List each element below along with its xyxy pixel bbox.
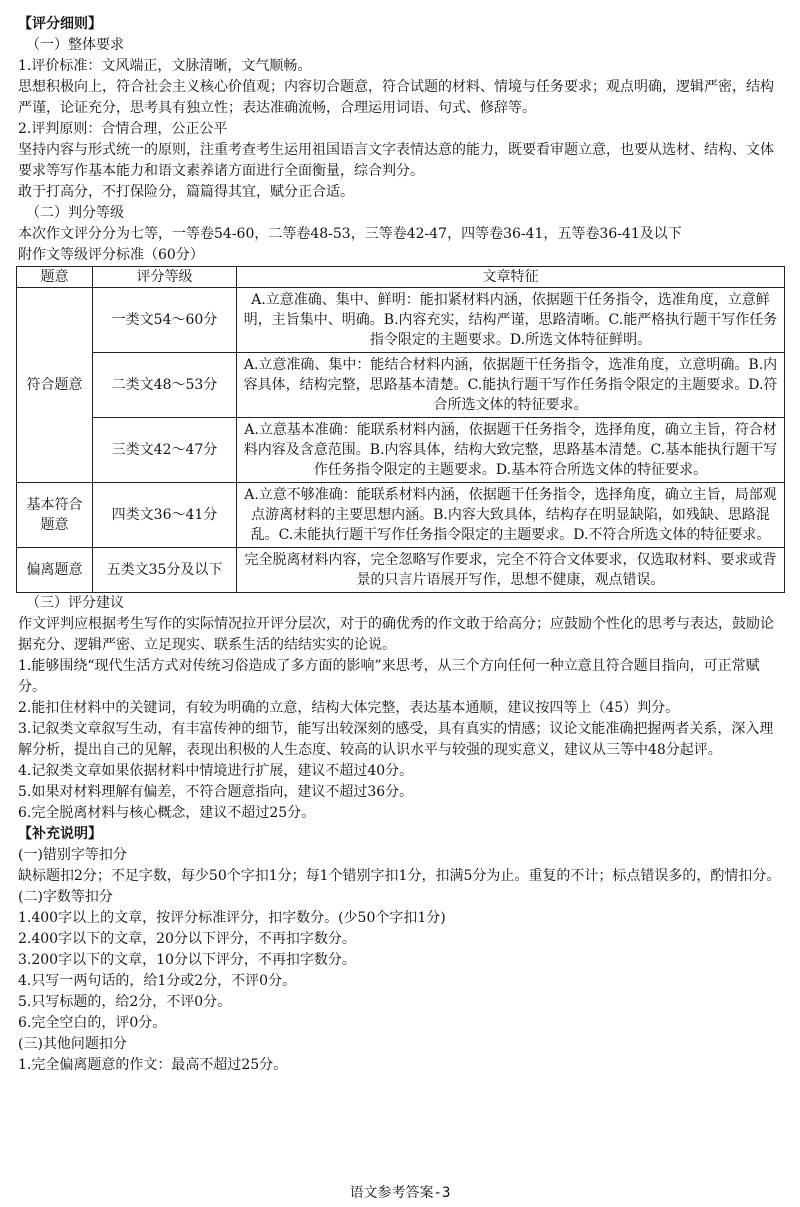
document-page xyxy=(18,14,784,1076)
features-cell: A.立意不够准确：能联系材料内涵，依据题干任务指令，选择角度，确立主旨，局部观点游离材料的主要思想内涵。B.内容大致具体，结构存在明显缺陷，如残缺、思路混乱。C.未能执行题干写作任务指令限定的主题要求。D.不符合所选文体的特征要求。 xyxy=(237,483,785,548)
suggestion-item: 4.记叙类文章如果依据材料中情境进行扩展，建议不超过40分。 xyxy=(18,763,414,779)
wordcount-item: 6.完全空白的，评0分。 xyxy=(18,1015,167,1031)
criteria-line: 1.评价标准：文风端正，文脉清晰，文气顺畅。 xyxy=(18,58,312,74)
level-cell: 二类文48～53分 xyxy=(93,353,237,418)
supplement-subtitle-wordcount: (二)字数等扣分 xyxy=(18,889,113,905)
criteria-paragraph: 思想积极向上，符合社会主义核心价值观；内容切合题意，符合试题的材料、情境与任务要求；观点明确，逻辑严密，结构严谨，论证充分，思考具有独立性；表达准确流畅，合理运用词语、句式、修辞等。 xyxy=(18,79,774,116)
table-row xyxy=(17,353,785,418)
suggestion-item: 3.记叙类文章叙写生动，有丰富传神的细节，能写出较深刻的感受，具有真实的情感；议论文能准确把握两者关系，深入理解分析，提出自己的见解，表现出积极的人生态度、较高的认识水平与较强的现实意义，建议从三等中48分起评。 xyxy=(18,721,774,758)
group-off-topic: 偏离题意 xyxy=(17,548,93,593)
principle-line: 2.评判原则：合情合理，公正公平 xyxy=(18,121,228,137)
supplement-subtitle-other: (三)其他问题扣分 xyxy=(18,1036,127,1052)
principle-motto: 敢于打高分，不打保险分，篇篇得其宜，赋分正合适。 xyxy=(18,184,354,200)
suggestion-item: 6.完全脱离材料与核心概念，建议不超过25分。 xyxy=(18,805,316,821)
features-cell: A.立意准确、集中：能结合材料内涵，依据题干任务指令，选准角度，立意明确。B.内容具体，结构完整，思路基本清楚。C.能执行题干写作任务指令限定的主题要求。D.符合所选文体的特征要求。 xyxy=(237,353,785,418)
section-header-scoring-rules: 【评分细则】 xyxy=(18,16,102,32)
subsection-title-grades: （二）判分等级 xyxy=(26,205,124,221)
wordcount-item: 4.只写一两句话的，给1分或2分，不评0分。 xyxy=(18,973,297,989)
header-topic: 题意 xyxy=(17,267,93,288)
table-caption: 附作文等级评分标准（60分） xyxy=(18,247,204,263)
table-row xyxy=(17,288,785,353)
level-cell: 四类文36～41分 xyxy=(93,483,237,548)
grading-table xyxy=(16,266,785,593)
table-row xyxy=(17,548,785,593)
subsection-title-overall: （一）整体要求 xyxy=(26,37,124,53)
features-cell: 完全脱离材料内容，完全忽略写作要求，完全不符合文体要求，仅选取材料、要求或背景的只言片语展开写作，思想不健康，观点错误。 xyxy=(237,548,785,593)
wordcount-item: 2.400字以下的文章，20分以下评分，不再扣字数分。 xyxy=(18,931,356,947)
suggestion-item: 5.如果对材料理解有偏差，不符合题意指向，建议不超过36分。 xyxy=(18,784,414,800)
wordcount-item: 1.400字以上的文章，按评分标准评分，扣字数分。(少50个字扣1分) xyxy=(18,910,446,926)
wordcount-item: 3.200字以下的文章，10分以下评分，不再扣字数分。 xyxy=(18,952,356,968)
section-header-supplement: 【补充说明】 xyxy=(18,826,102,842)
wordcount-item: 5.只写标题的，给2分，不评0分。 xyxy=(18,994,232,1010)
supplement-typos-text: 缺标题扣2分；不足字数，每少50个字扣1分；每1个错别字扣1分，扣满5分为止。重复的不计；标点错误多的，酌情扣分。 xyxy=(18,868,781,884)
other-item: 1.完全偏离题意的作文：最高不超过25分。 xyxy=(18,1057,288,1073)
supplement-subtitle-typos: (一)错别字等扣分 xyxy=(18,847,127,863)
level-cell: 三类文42～47分 xyxy=(93,418,237,483)
group-on-topic: 符合题意 xyxy=(17,288,93,483)
page-footer: 语文参考答案-3 xyxy=(349,1185,451,1201)
table-row xyxy=(17,418,785,483)
header-level: 评分等级 xyxy=(93,267,237,288)
grade-summary: 本次作文评分分为七等，一等卷54-60，二等卷48-53，三等卷42-47，四等卷36-41，五等卷36-41及以下 xyxy=(18,226,682,242)
suggestion-item: 2.能扣住材料中的关键词，有较为明确的立意，结构大体完整，表达基本通顺，建议按四等上（45）判分。 xyxy=(18,700,680,716)
table-row xyxy=(17,483,785,548)
table-header-row xyxy=(17,267,785,288)
principle-paragraph: 坚持内容与形式统一的原则，注重考查考生运用祖国语言文字表情达意的能力，既要看审题立意，也要从选材、结构、文体要求等写作基本能力和语文素养诸方面进行全面衡量，综合判分。 xyxy=(18,142,774,179)
suggestion-intro: 作文评判应根据考生写作的实际情况拉开评分层次，对于的确优秀的作文敢于给高分；应鼓励个性化的思考与表达，鼓励论据充分、逻辑严密、立足现实、联系生活的结结实实的论说。 xyxy=(18,616,774,653)
suggestion-item: 1.能够围绕“现代生活方式对传统习俗造成了多方面的影响”来思考，从三个方向任何一种立意且符合题目指向，可正常赋分。 xyxy=(18,658,760,695)
subsection-title-suggestions: （三）评分建议 xyxy=(26,595,124,611)
group-basically-on-topic: 基本符合题意 xyxy=(17,483,93,548)
level-cell: 一类文54～60分 xyxy=(93,288,237,353)
level-cell: 五类文35分及以下 xyxy=(93,548,237,593)
features-cell: A.立意基本准确：能联系材料内涵，依据题干任务指令，选择角度，确立主旨，符合材料内容及含意范围。B.内容具体，结构大致完整，思路基本清楚。C.基本能执行题干写作任务指令限定的主题要求。D.基本符合所选文体的特征要求。 xyxy=(237,418,785,483)
features-cell: A.立意准确、集中、鲜明：能扣紧材料内涵，依据题干任务指令，选准角度，立意鲜明，主旨集中、明确。B.内容充实，结构严谨，思路清晰。C.能严格执行题干写作任务指令限定的主题要求。D.所选文体特征鲜明。 xyxy=(237,288,785,353)
header-features: 文章特征 xyxy=(237,267,785,288)
